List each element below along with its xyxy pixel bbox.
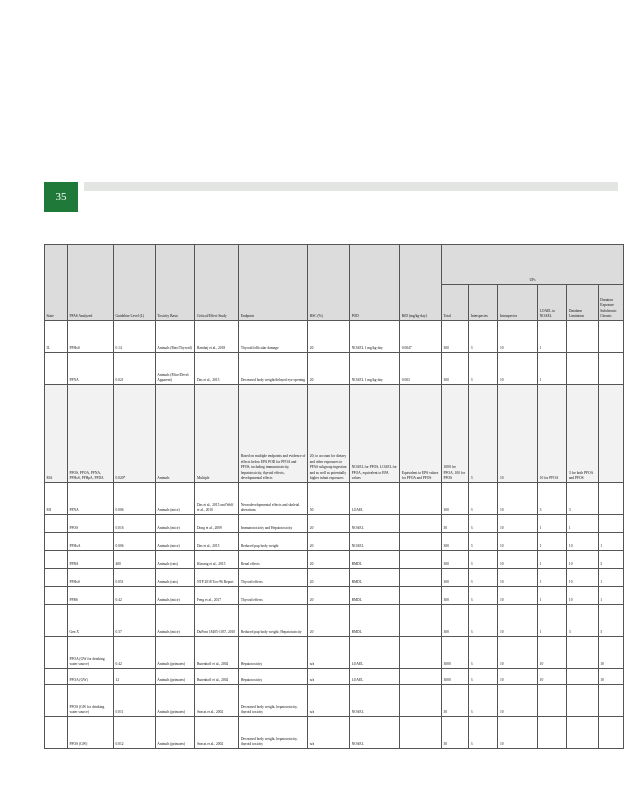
cell-uf-duration: 3 [598, 551, 623, 569]
cell-uf-duration: 10 [598, 669, 623, 685]
cell-guideline-level: 0.016 [113, 515, 155, 533]
cell-uf-total: 3000 [442, 637, 469, 669]
cell-endpoint: Reduced pup body weight [239, 533, 308, 551]
cell-toxicity-basis: Animals (mice) [155, 515, 195, 533]
cell-rfd [400, 515, 442, 533]
header-rsc: RSC (%) [308, 245, 350, 321]
cell-uf-total: 300 [442, 551, 469, 569]
table-row [45, 685, 624, 717]
cell-rfd [400, 569, 442, 587]
cell-toxicity-basis: Animals (primates) [155, 685, 195, 717]
guideline-table [44, 244, 624, 749]
cell-pod: NOAEL [350, 685, 400, 717]
cell-endpoint: Decreased body weight, hepatotoxicity, thyroid toxicity [239, 717, 308, 749]
cell-uf-duration: 3 [598, 605, 623, 637]
cell-toxicity-basis: Animals [155, 385, 195, 483]
cell-uf-intraspecies: 10 [498, 551, 538, 569]
cell-uf-total: 300 [442, 587, 469, 605]
cell-pod: BMDL [350, 605, 400, 637]
cell-uf-interspecies: 3 [469, 551, 498, 569]
header-pfas-analyzed: PFAS Analyzed [67, 245, 113, 321]
cell-pod: NOAEL for PFOS, LOAEL for PFOA, equivalent to EPA values [350, 385, 400, 483]
cell-toxicity-basis: Animals (mice) [155, 533, 195, 551]
header-uf-duration: Duration Exposure Subchronic Chronic [598, 285, 623, 321]
cell-pod: NOAEL [350, 717, 400, 749]
cell-uf-duration [598, 685, 623, 717]
cell-pfas-analyzed: PFOA (GW) [67, 669, 113, 685]
table-row [45, 353, 624, 385]
cell-pfas-analyzed: PFOS, PFOA, PFNA, PFHxS, PFHpA, PFDA [67, 385, 113, 483]
cell-guideline-level: 0.006 [113, 483, 155, 515]
cell-critical-study: DuPont 18405-1037, 2010 [195, 605, 239, 637]
header-rfd: RfD (mg/kg-day) [400, 245, 442, 321]
cell-uf-interspecies: 3 [469, 483, 498, 515]
cell-uf-database: 10 [567, 569, 598, 587]
cell-pfas-analyzed: PFHxA [67, 533, 113, 551]
cell-uf-total: 1000 for PFOA, 100 for PFOS [442, 385, 469, 483]
cell-uf-duration: 1 [598, 587, 623, 605]
cell-pfas-analyzed: PFHxS [67, 321, 113, 353]
cell-pod: NOAEL 1 mg/kg-day [350, 353, 400, 385]
cell-endpoint: Thyroid effects [239, 587, 308, 605]
cell-uf-interspecies: 3 [469, 717, 498, 749]
cell-uf-intraspecies: 10 [498, 533, 538, 551]
cell-uf-duration: 10 [598, 637, 623, 669]
cell-uf-duration: 1 [598, 533, 623, 551]
cell-rsc: n/a [308, 717, 350, 749]
cell-pod: LOAEL [350, 637, 400, 669]
cell-critical-study: Klaunig et al., 2015 [195, 551, 239, 569]
cell-guideline-level: 0.37 [113, 605, 155, 637]
cell-rfd [400, 551, 442, 569]
cell-state [45, 587, 68, 605]
table-row [45, 551, 624, 569]
cell-rsc: n/a [308, 637, 350, 669]
cell-pfas-analyzed: PFOS (GW for drinking water source) [67, 685, 113, 717]
cell-pfas-analyzed: PFNA [67, 353, 113, 385]
cell-guideline-level: 400 [113, 551, 155, 569]
cell-critical-study: Das et al., 2015 [195, 353, 239, 385]
cell-uf-intraspecies: 10 [498, 587, 538, 605]
cell-rfd: Equivalent to EPA values for PFOA and PFOS [400, 385, 442, 483]
cell-uf-intraspecies: 10 [498, 605, 538, 637]
cell-uf-interspecies: 3 [469, 385, 498, 483]
cell-toxicity-basis: Animals (rats) [155, 551, 195, 569]
cell-rsc: 20; to account for dietary and other exposures to PFAS subgroup ingestion and as well as potentially higher infant exposures [308, 385, 350, 483]
header-uf-database: Database Limitation [567, 285, 598, 321]
cell-endpoint: Renal effects [239, 551, 308, 569]
cell-toxicity-basis: Animals (primates) [155, 717, 195, 749]
cell-uf-total: 30 [442, 685, 469, 717]
header-pod: POD [350, 245, 400, 321]
cell-state [45, 637, 68, 669]
cell-state: IL [45, 321, 68, 353]
cell-guideline-level: 0.051 [113, 569, 155, 587]
cell-endpoint: Decreased body weight/delayed eye opening [239, 353, 308, 385]
cell-uf-loael-to-noael: 10 [538, 669, 567, 685]
header-uf-total: Total [442, 285, 469, 321]
cell-uf-intraspecies: 10 [498, 717, 538, 749]
cell-critical-study: Seacat et al., 2002 [195, 717, 239, 749]
cell-guideline-level: 0.14 [113, 321, 155, 353]
cell-critical-study: Multiple [195, 385, 239, 483]
cell-endpoint: Based on multiple endpoints and evidence of effects below EPA POD for PFOA and PFOS, including immunotoxicity, hepatotoxicity, thyroid effects, developmental effects [239, 385, 308, 483]
cell-uf-interspecies: 3 [469, 669, 498, 685]
cell-toxicity-basis: Animals (Mice/Devel. Apparent) [155, 353, 195, 385]
cell-critical-study: Das et al., 2015 and Wolf et al., 2010 [195, 483, 239, 515]
cell-uf-interspecies: 3 [469, 515, 498, 533]
cell-critical-study: Butenhoff et al., 2002 [195, 637, 239, 669]
cell-guideline-level: 0.020* [113, 385, 155, 483]
cell-uf-interspecies: 3 [469, 569, 498, 587]
cell-pod: NOAEL [350, 515, 400, 533]
cell-toxicity-basis: Animals (primates) [155, 637, 195, 669]
cell-critical-study: NTP 2018 Tox-96 Report [195, 569, 239, 587]
cell-state [45, 353, 68, 385]
cell-pfas-analyzed: PFHxS [67, 569, 113, 587]
table-row [45, 533, 624, 551]
cell-uf-duration [598, 717, 623, 749]
cell-uf-total: 300 [442, 321, 469, 353]
cell-pfas-analyzed: PFBS [67, 587, 113, 605]
cell-uf-duration: 1 [598, 569, 623, 587]
cell-uf-duration [598, 385, 623, 483]
cell-rfd [400, 605, 442, 637]
cell-state [45, 605, 68, 637]
cell-uf-loael-to-noael: 1 [538, 515, 567, 533]
cell-rsc: 20 [308, 321, 350, 353]
table-row [45, 483, 624, 515]
cell-uf-loael-to-noael: 1 [538, 353, 567, 385]
cell-rsc: 20 [308, 533, 350, 551]
cell-rfd [400, 483, 442, 515]
cell-uf-database: 3 for both PFOA and PFOS [567, 385, 598, 483]
cell-pfas-analyzed: PFOS (GW) [67, 717, 113, 749]
cell-uf-interspecies: 3 [469, 321, 498, 353]
cell-uf-intraspecies: 10 [498, 569, 538, 587]
cell-rfd [400, 637, 442, 669]
table-row [45, 605, 624, 637]
cell-pfas-analyzed: Gen X [67, 605, 113, 637]
header-uf-interspecies: Interspecies [469, 285, 498, 321]
cell-rfd [400, 685, 442, 717]
cell-uf-total: 300 [442, 569, 469, 587]
guideline-table-container [44, 244, 618, 746]
table-row [45, 385, 624, 483]
cell-uf-duration [598, 515, 623, 533]
cell-guideline-level: 12 [113, 669, 155, 685]
header-ufs: UFs [442, 245, 624, 285]
cell-uf-duration [598, 353, 623, 385]
cell-uf-loael-to-noael: 1 [538, 587, 567, 605]
cell-pod: LOAEL [350, 669, 400, 685]
cell-pod: BMDL [350, 569, 400, 587]
cell-uf-duration [598, 483, 623, 515]
cell-toxicity-basis: Animals (rats) [155, 569, 195, 587]
cell-rfd [400, 669, 442, 685]
cell-endpoint: Neurodevelopmental effects and skeletal alterations [239, 483, 308, 515]
cell-endpoint: Decreased body weight, hepatotoxicity, thyroid toxicity [239, 685, 308, 717]
cell-pod: NOAEL [350, 533, 400, 551]
cell-guideline-level: 0.021 [113, 353, 155, 385]
header-endpoint: Endpoint [239, 245, 308, 321]
cell-uf-loael-to-noael: 1 [538, 569, 567, 587]
cell-uf-loael-to-noael [538, 685, 567, 717]
cell-state: MA [45, 385, 68, 483]
cell-guideline-level: 0.012 [113, 717, 155, 749]
cell-endpoint: Hepatotoxicity [239, 637, 308, 669]
header-toxicity-basis: Toxicity Basis [155, 245, 195, 321]
cell-rfd: 0.003 [400, 353, 442, 385]
cell-critical-study: Seacat et al., 2002 [195, 685, 239, 717]
table-row [45, 587, 624, 605]
cell-uf-loael-to-noael: 10 for PFOA [538, 385, 567, 483]
cell-rsc: 20 [308, 551, 350, 569]
cell-uf-database [567, 685, 598, 717]
cell-uf-database [567, 321, 598, 353]
cell-pfas-analyzed: PFOA (GW for drinking water source) [67, 637, 113, 669]
cell-state [45, 515, 68, 533]
cell-uf-database: 10 [567, 587, 598, 605]
table-row [45, 669, 624, 685]
cell-uf-database [567, 353, 598, 385]
cell-uf-database [567, 637, 598, 669]
cell-rsc: 20 [308, 605, 350, 637]
cell-toxicity-basis: Animals (primates) [155, 669, 195, 685]
cell-uf-intraspecies: 10 [498, 637, 538, 669]
table-row [45, 515, 624, 533]
cell-toxicity-basis: Animals (mice) [155, 587, 195, 605]
cell-toxicity-basis: Animals (Rats/Thyroid) [155, 321, 195, 353]
cell-uf-loael-to-noael [538, 717, 567, 749]
cell-uf-total: 30 [442, 515, 469, 533]
cell-uf-intraspecies: 10 [498, 321, 538, 353]
cell-state: MI [45, 483, 68, 515]
header-critical-study: Critical/Effect Study [195, 245, 239, 321]
cell-critical-study: Butenhoff et al., 2002 [195, 669, 239, 685]
cell-endpoint: Reduced pup body weight; Hepatotoxicity [239, 605, 308, 637]
cell-uf-interspecies: 3 [469, 637, 498, 669]
cell-uf-database: 10 [567, 551, 598, 569]
cell-pod: BMDL [350, 587, 400, 605]
cell-uf-intraspecies: 10 [498, 669, 538, 685]
cell-uf-loael-to-noael: 10 [538, 637, 567, 669]
cell-rsc: 20 [308, 569, 350, 587]
cell-state [45, 669, 68, 685]
cell-uf-loael-to-noael: 1 [538, 605, 567, 637]
cell-guideline-level: 0.42 [113, 587, 155, 605]
cell-state [45, 717, 68, 749]
header-rule [84, 182, 618, 191]
cell-rsc: 50 [308, 483, 350, 515]
cell-state [45, 551, 68, 569]
cell-uf-intraspecies: 10 [498, 685, 538, 717]
cell-toxicity-basis: Animals (mice) [155, 605, 195, 637]
header-uf-loael-to-noael: LOAEL to NOAEL [538, 285, 567, 321]
cell-uf-database [567, 717, 598, 749]
page-number-badge: 35 [44, 182, 78, 212]
cell-uf-intraspecies: 10 [498, 353, 538, 385]
cell-rfd [400, 717, 442, 749]
header-state: State [45, 245, 68, 321]
cell-uf-intraspecies: 10 [498, 483, 538, 515]
cell-rfd: 0.0047 [400, 321, 442, 353]
cell-pfas-analyzed: PFNA [67, 483, 113, 515]
cell-uf-total: 300 [442, 605, 469, 637]
cell-rfd [400, 533, 442, 551]
cell-rsc: 20 [308, 587, 350, 605]
header-uf-intraspecies: Intraspecies [498, 285, 538, 321]
cell-uf-database: 10 [567, 533, 598, 551]
cell-state [45, 685, 68, 717]
cell-uf-loael-to-noael: 1 [538, 321, 567, 353]
cell-uf-loael-to-noael: 3 [538, 483, 567, 515]
cell-rsc: 20 [308, 515, 350, 533]
cell-critical-study: Feng et al., 2017 [195, 587, 239, 605]
cell-pod: LOAEL [350, 483, 400, 515]
cell-critical-study: Das et al., 2015 [195, 533, 239, 551]
cell-pod: BMDL [350, 551, 400, 569]
cell-guideline-level: 0.011 [113, 685, 155, 717]
cell-uf-intraspecies: 10 [498, 385, 538, 483]
cell-uf-interspecies: 3 [469, 587, 498, 605]
cell-guideline-level: 0.006 [113, 533, 155, 551]
cell-endpoint: Immunotoxicity and Hepatotoxicity [239, 515, 308, 533]
cell-toxicity-basis: Animals (mice) [155, 483, 195, 515]
cell-pfas-analyzed: PFBA [67, 551, 113, 569]
cell-endpoint: Thyroid effects [239, 569, 308, 587]
cell-uf-interspecies: 3 [469, 353, 498, 385]
cell-uf-total: 3000 [442, 669, 469, 685]
cell-uf-total: 300 [442, 353, 469, 385]
cell-endpoint: Thyroid follicular damage [239, 321, 308, 353]
cell-uf-interspecies: 3 [469, 533, 498, 551]
cell-uf-loael-to-noael: 1 [538, 551, 567, 569]
cell-critical-study: Dong et al., 2009 [195, 515, 239, 533]
cell-uf-loael-to-noael: 1 [538, 533, 567, 551]
cell-uf-database: 3 [567, 605, 598, 637]
cell-state [45, 569, 68, 587]
cell-rsc: n/a [308, 685, 350, 717]
cell-uf-total: 300 [442, 483, 469, 515]
cell-rsc: n/a [308, 669, 350, 685]
cell-uf-database: 1 [567, 515, 598, 533]
table-row [45, 569, 624, 587]
cell-uf-interspecies: 3 [469, 685, 498, 717]
cell-pod: NOAEL 1 mg/kg-day [350, 321, 400, 353]
cell-rfd [400, 587, 442, 605]
cell-guideline-level: 0.42 [113, 637, 155, 669]
table-row [45, 717, 624, 749]
cell-state [45, 533, 68, 551]
cell-critical-study: Ramhøj et al., 2018 [195, 321, 239, 353]
cell-rsc: 20 [308, 353, 350, 385]
cell-uf-total: 30 [442, 717, 469, 749]
cell-pfas-analyzed: PFOS [67, 515, 113, 533]
cell-uf-total: 300 [442, 533, 469, 551]
cell-uf-database [567, 669, 598, 685]
cell-uf-duration [598, 321, 623, 353]
cell-endpoint: Hepatotoxicity [239, 669, 308, 685]
header-guideline-level: Guideline Level (L) [113, 245, 155, 321]
table-row [45, 321, 624, 353]
cell-uf-interspecies: 3 [469, 605, 498, 637]
cell-uf-intraspecies: 10 [498, 515, 538, 533]
cell-uf-database: 3 [567, 483, 598, 515]
table-row [45, 637, 624, 669]
table-body [45, 321, 624, 749]
